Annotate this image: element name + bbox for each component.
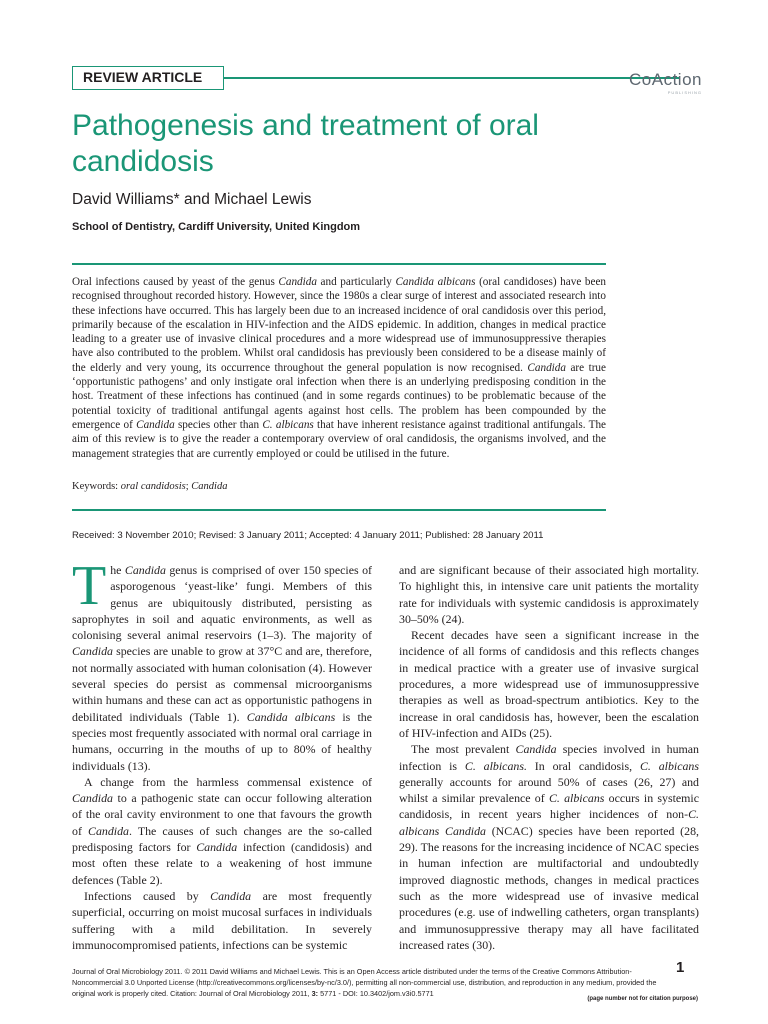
page-number-note: (page number not for citation purpose) [587,996,698,1002]
license-text: Journal of Oral Microbiology 2011. © 2011 David Williams and Michael Lewis. This is an Open Access article distributed under the terms of the Creative Commons Attribution-Noncommercial 3.0 Unported License (http://creativecommons.org/licenses/by-nc/3.0/), permitting all non-commercial use, distribution, and reproduction in any medium, provided the original work is properly cited. [72,967,657,998]
keyword: oral candidosis [120,481,186,492]
body-column-left [72,555,372,953]
keywords: Keywords: oral candidosis; Candida [72,481,228,492]
body-paragraph: Infections caused by Candida are most frequently superficial, occurring on moist mucosal surfaces in individuals suffering with a mild debilitation. In severely immunocompromised patients, infections can be systemic [72,888,372,952]
body-column-right [399,562,699,953]
abstract-text: Oral infections caused by yeast of the genus Candida and particularly Candida albicans (oral candidoses) have been recognised throughout recorded history. However, since the 1980s a clear surge of interest and associated research into these infections have occurred. This has largely been due to an increased incidence of oral candidosis over this period, primarily because of the escalation in HIV-infection and the AIDS epidemic. In addition, changes in medical practice leading to a greater use of invasive clinical procedures and a more widespread use of immunosuppressive therapies have also contributed to the problem. Whilst oral candidosis has previously been considered to be a disease mainly of the elderly and very young, its occurrence throughout the general population is now recognised. Candida are true ‘opportunistic pathogens’ and only instigate oral infection when there is an underlying predisposing condition in the host. Treatment of these infections has continued (and in some regards continues) to be problematic because of the potential toxicity of traditional antifungal agents against host cells. The problem has been compounded by the emergence of Candida species other than C. albicans that have inherent resistance against traditional antifungals. The aim of this review is to give the reader a contemporary overview of oral candidosis, the organisms involved, and the management strategies that are currently employed or could be utilised in the future. [72,276,607,460]
drop-cap: T [72,555,107,617]
page-number: 1 [676,959,685,976]
header-rule [224,77,680,79]
body-paragraph: The Candida genus is comprised of over 150 species of asporogenous ‘yeast-like’ fungi. Members of this genus are ubiquitously distributed, persisting as saprophytes in soil and aquatic environments, as well as colonising several animal reservoirs (1–3). The majority of Candida species are unable to grow at 37°C and are, therefore, not normally associated with human colonisation (4). However several species do persist as commensal microorganisms within humans and these can act as opportunistic pathogens in debilitated individuals (Table 1). Candida albicans is the species most frequently associated with normal oral carriage in humans, occurring in the mouths of up to 80% of healthy individuals (13). [72,555,372,773]
abstract-top-rule [72,263,606,265]
body-paragraph: and are significant because of their associated high mortality. To highlight this, in intensive care unit patients the mortality rate for individuals with systemic candidosis is approximately 30–50% (24). [399,563,699,626]
publisher-logo-subtext: PUBLISHING [667,90,702,95]
citation: Citation: Journal of Oral Microbiology 2011, 3: 5771 - DOI: 10.3402/jom.v3i0.5771 [170,989,434,998]
abstract-bottom-rule [72,509,606,511]
keyword: Candida [191,481,228,492]
page-footer [72,966,660,999]
body-paragraph: Recent decades have seen a significant increase in the incidence of all forms of candidosis and this reflects changes in medical practice with a greater use of invasive surgical procedures, a more widespread use of immunosuppressive therapies as well as broad-spectrum antibiotics. Key to the increase in oral candidosis has, however, been the escalation of HIV-infection and AIDs (25). [399,628,699,740]
article-authors: David Williams* and Michael Lewis [72,191,312,208]
publication-dates: Received: 3 November 2010; Revised: 3 January 2011; Accepted: 4 January 2011; Published: 28 January 2011 [72,530,544,541]
article-title: Pathogenesis and treatment of oral candidosis [72,109,539,178]
section-label: REVIEW ARTICLE [72,66,224,90]
body-paragraph: A change from the harmless commensal existence of Candida to a pathogenic state can occur following alteration of the oral cavity environment to one that favours the growth of Candida. The causes of such changes are the so-called predisposing factors for Candida infection (candidosis) and most often these relate to a weakening of host immune defences (Table 2). [72,774,372,887]
body-paragraph: The most prevalent Candida species involved in human infection is C. albicans. In oral candidosis, C. albicans generally accounts for around 50% of cases (26, 27) and whilst a similar prevalence of C. albicans occurs in systemic candidosis, in recent years higher incidences of non-C. albicans Candida (NCAC) species have been reported (28, 29). The reasons for the increasing incidence of NCAC species in human infection are multifactorial and undoubtedly improved diagnostic methods, changes in medical practices such as the more widespread use of invasive medical procedures (e.g. use of indwelling catheters, organ transplants) and immunosuppressive therapy may all have facilitated increased rates (30). [399,742,700,952]
article-header [72,66,704,95]
publisher-logo: CoAction [629,70,702,89]
author-affiliation: School of Dentistry, Cardiff University, United Kingdom [72,221,361,233]
keywords-label: Keywords: [72,481,119,492]
